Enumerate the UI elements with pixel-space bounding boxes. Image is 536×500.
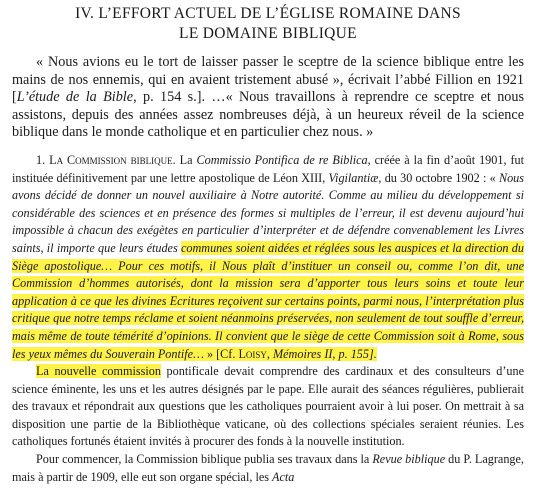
intro-quote-text: « Nous avions eu le tort de laisser passer le sceptre de la science biblique entre les mains de nos ennemis, qui en avaient tristement abusé », écrivait l’abbé Fillion en 1921 [ <box>12 54 524 106</box>
chapter-heading-line-2: LE DOMAINE BIBLIQUE <box>179 25 357 42</box>
highlighted-quote-2: Pour ces motifs, il Nous plaît d’instituer un conseil ou, comme l’on dit, une Commission d’hommes autorisés, dont la mission sera d’apporter tous leurs soins et toute leur application à ce que les divines Ecritures reçoivent sur certains points, parmi nous, l’interprétation plus critique que notre temps réclame et soient néanmoins préservées, non seulement de tout souffle d’erreur, mais même de toute témérité d’opinions. Il convient que le siège de cette Commission soit à Rome, sous les yeux mêmes du Souverain Pontife… <box>12 258 524 361</box>
intro-quote-rest: , p. 154 s.]. …« Nous travaillons à reprendre ce sceptre et nous assistons, depuis des années assez nombreuses déjà, à un heureux réveil de la science biblique dans le monde catholique et en particulier chez nous. » <box>12 89 524 141</box>
new-commission-text: pontificale devait comprendre des cardinaux et des consulteurs d’une science éminente, les uns et les autres désignés par le pape. Elle aurait des séances régulières, publierait des travaux et répondrait aux questions que les catholiques pourraient avoir à lui poser. On mettrait à sa disposition une partie de la Bibliothèque vaticane, où des collections spéciales seraient réunies. Les catholiques fortunés étaient invités à procurer des fonds à la nouvelle institution. <box>12 364 525 449</box>
revue-biblique-title: Revue biblique <box>372 452 446 467</box>
section-number: 1. <box>36 152 50 167</box>
papal-quote: Nous avons décidé de donner un nouvel auxiliaire à Notre autorité. Comme au milieu du développement si considérable des sciences et en présence des formes si multiples de l’erreur, il est devenu aujourd’hui impossible à chacun des exégètes en particulier d’interpréter et de défendre convenablement les Livres saints, il importe que leurs études <box>12 170 524 255</box>
commission-text-3: , du 30 octobre 1902 : « <box>378 170 499 185</box>
last-text-2: du P. Lagrange, mais à partir de 1909, elle eut son organe spécial, les <box>12 452 524 484</box>
last-text-1: Pour commencer, la Commission biblique publia ses travaux dans la <box>36 452 373 467</box>
memoires-citation: , Mémoires II, p. 155]. <box>266 346 377 361</box>
chapter-heading <box>12 4 524 44</box>
chapter-heading-line-1: IV. L’EFFORT ACTUEL DE L’ÉGLISE ROMAINE DANS <box>75 5 461 22</box>
acta-title: Acta <box>272 469 295 484</box>
commission-text-1: . La <box>172 152 197 167</box>
new-commission-paragraph <box>12 363 524 451</box>
commission-latin-name: Commissio Pontifica de re Biblica <box>196 152 368 167</box>
highlighted-phrase: La nouvelle commission <box>36 364 161 379</box>
commission-paragraph <box>12 152 524 363</box>
highlighted-quote-1: communes soient aidées et réglées sous les auspices et la direction du Siège apostolique… <box>12 240 524 273</box>
highlighted-quote-close: » [Cf. <box>203 346 239 361</box>
author-loisy: Loisy <box>238 346 267 361</box>
section-title: La Commission biblique <box>49 152 173 167</box>
intro-quote-paragraph <box>12 54 524 142</box>
commission-text-2: , créée à la fin d’août 1901, fut instituée définitivement par une lettre apostolique de Léon XIII, <box>12 152 524 185</box>
last-paragraph <box>12 451 524 486</box>
letter-title: Vigilantiæ <box>328 170 379 185</box>
intro-quote-citation: L’étude de la Bible <box>16 89 134 106</box>
